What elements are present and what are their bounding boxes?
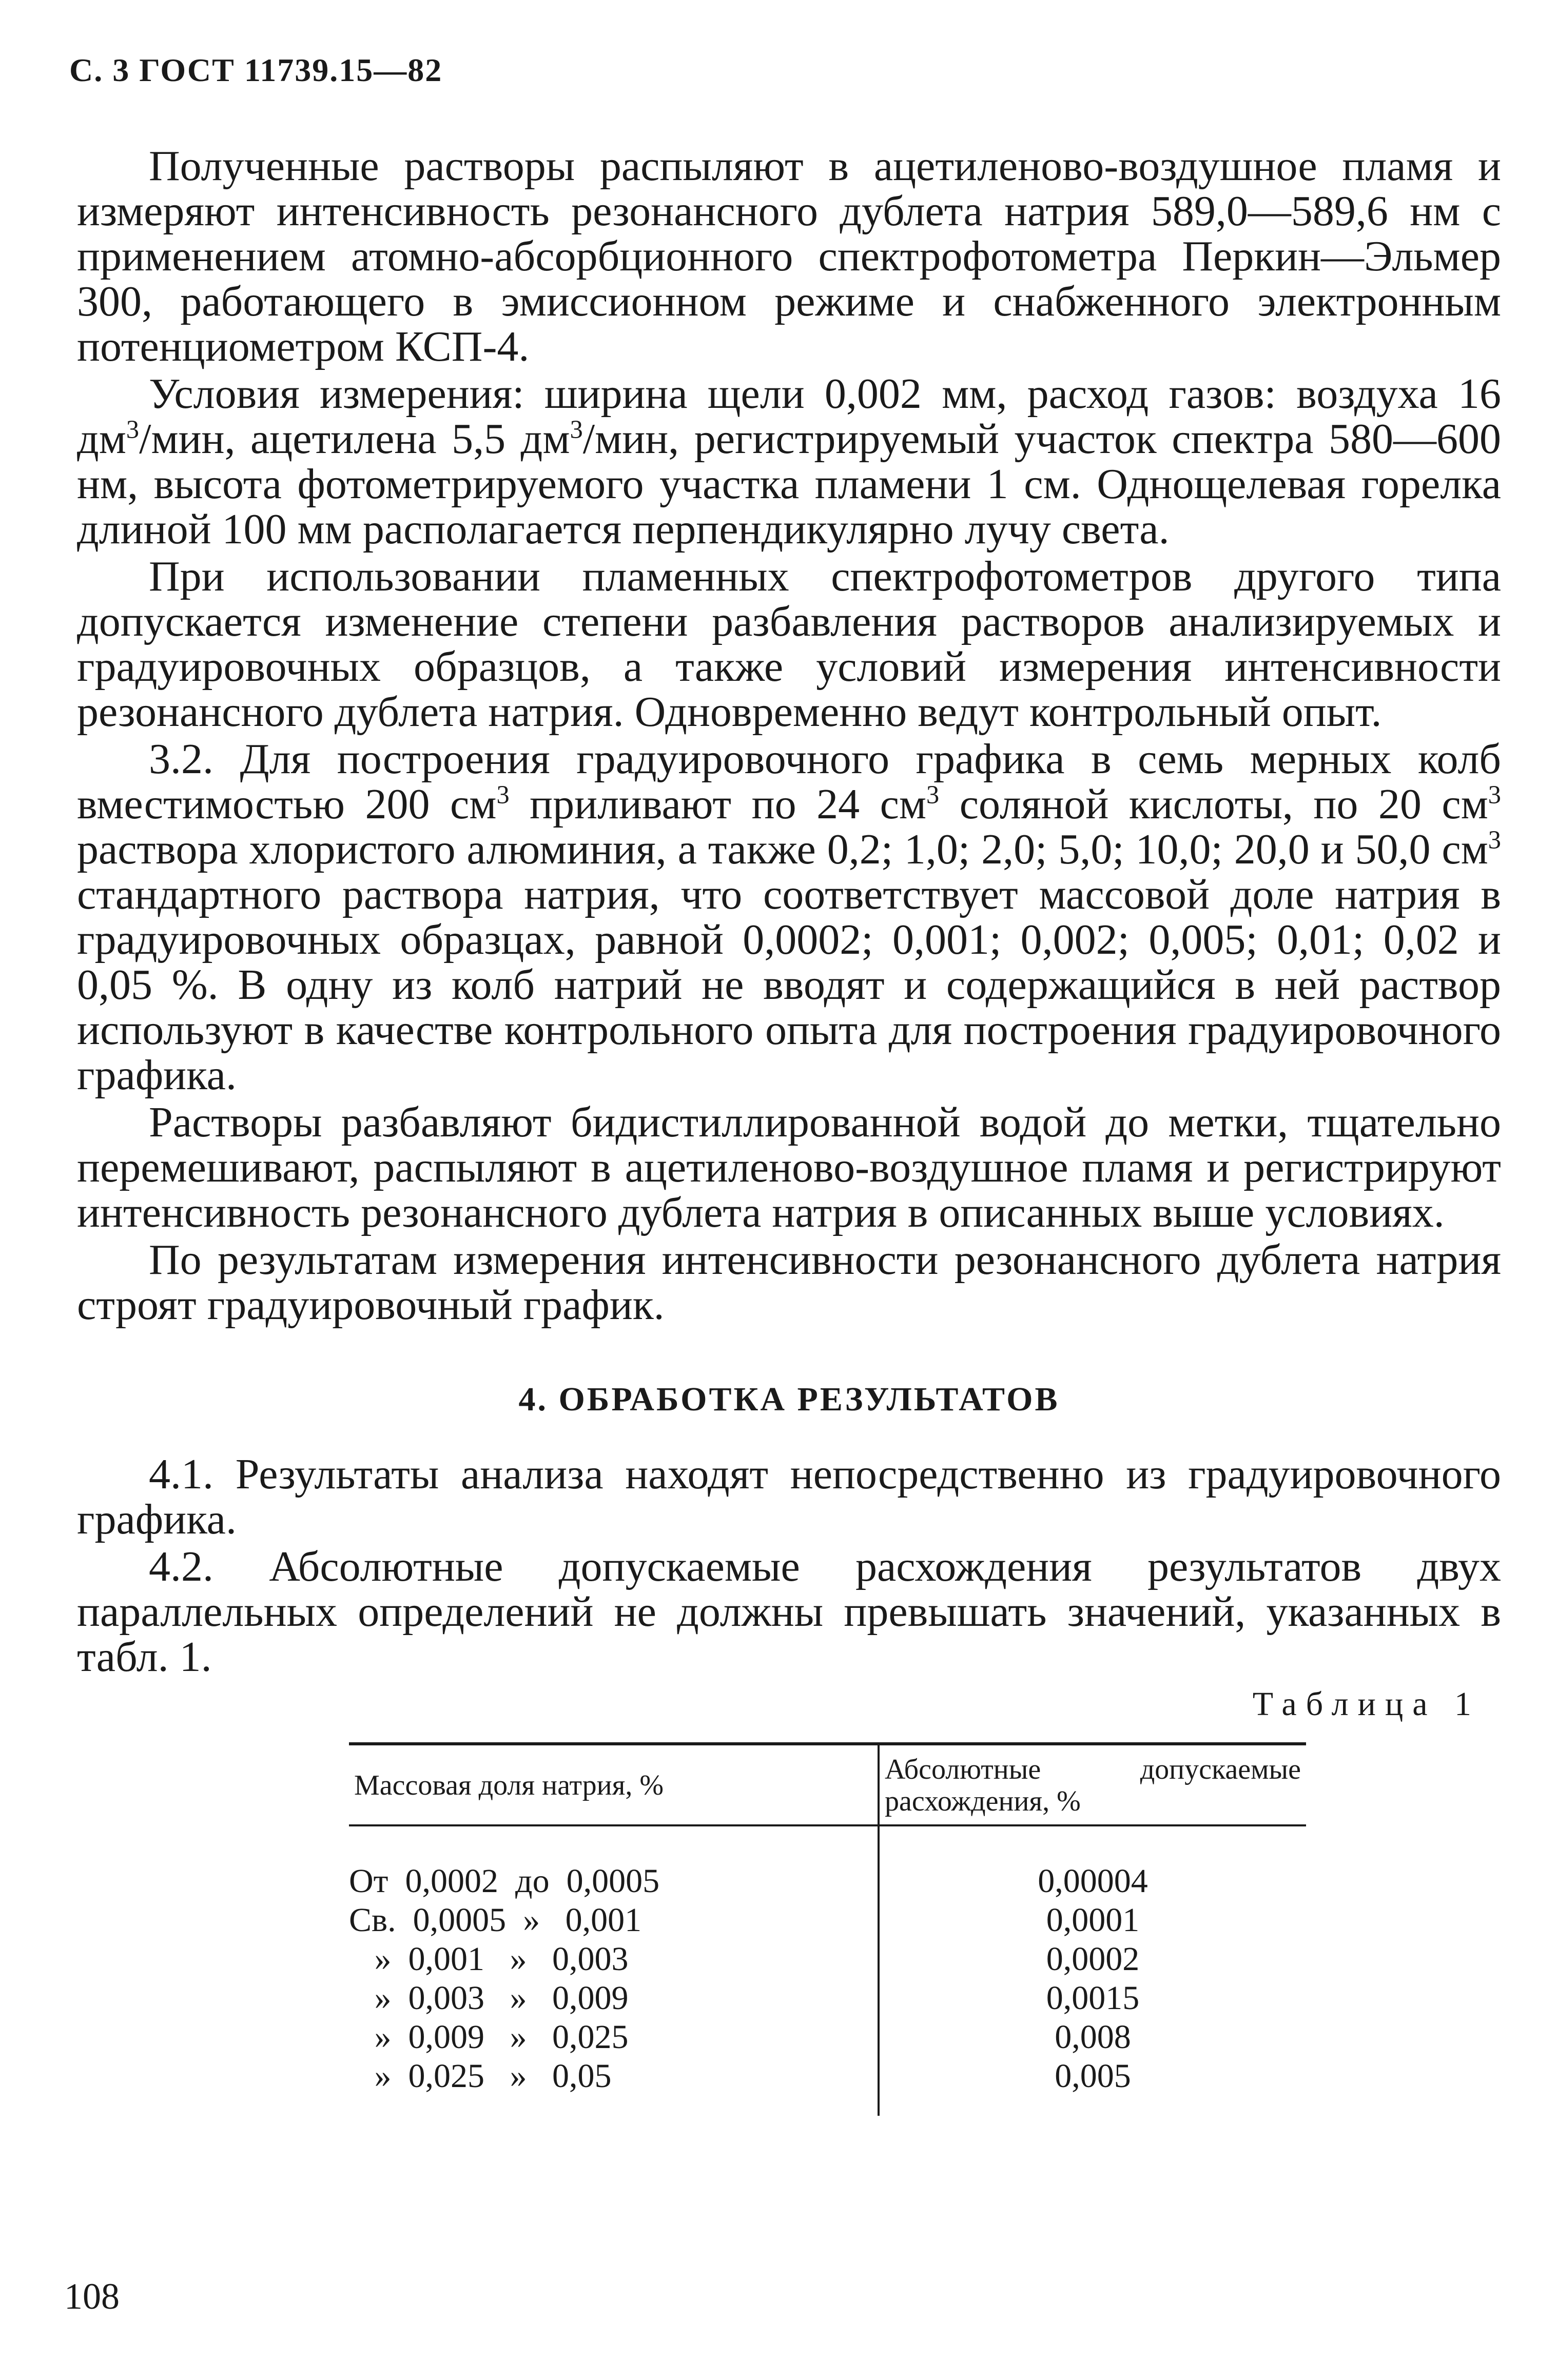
table-row <box>349 2057 1306 2116</box>
paragraph: Растворы разбавляют бидистиллированной водой до метки, тщательно перемешивают, распыляют в ацетиленово-воздушное пламя и регистрируют интенсивность резонансного дублета натрия в описанных выше условиях. <box>77 1098 1501 1236</box>
paragraph: Полученные растворы распыляют в ацетиленово-воздушное пламя и измеряют интенсивность резонансного дублета натрия 589,0—589,6 нм с применением атомно-абсорбционного спектрофотометра Перкин—Эльмер 300, работающего в эмиссионном режиме и снабженного электронным потенциометром КСП-4. <box>77 142 1501 370</box>
paragraph-4-1: 4.1. Результаты анализа находят непосредственно из градуировочного графика. <box>77 1450 1501 1543</box>
column-header-mass-fraction: Массовая доля натрия, % <box>349 1744 879 1825</box>
table-row <box>349 1940 1306 1979</box>
table-row <box>349 1901 1306 1940</box>
paragraph: При использовании пламенных спектрофотометров другого типа допускается изменение степени разбавления растворов анализируемых и градуировочных образцов, а также условий измерения интенсивности резонансного дублета натрия. Одновременно ведут контрольный опыт. <box>77 553 1501 736</box>
section-title: 4. ОБРАБОТКА РЕЗУЛЬТАТОВ <box>518 1381 1060 1418</box>
page-header: С. 3 ГОСТ 11739.15—82 <box>69 52 443 88</box>
table-row <box>349 2018 1306 2057</box>
table-header-row <box>349 1744 1306 1825</box>
range-cell: » 0,001 » 0,003 <box>349 1940 879 1979</box>
tolerance-table <box>349 1742 1306 2116</box>
paragraph-3-2: 3.2. Для построения градуировочного графика в семь мерных колб вместимостью 200 $см^3$ приливают по 24 $см^3$ соляной кислоты, по 20 $см^3$ раствора хлористого алюминия, а также 0,2; 1,0; 2,0; 5,0; 10,0; 20,0 и 50,0 $см^3$ стандартного раствора натрия, что соответствует массовой доле натрия в градуировочных образцах, равной 0,0002; 0,001; 0,002; 0,005; 0,01; 0,02 и 0,05 %. В одну из колб натрий не вводят и содержащийся в ней раствор используют в качестве контрольного опыта для построения градуировочного графика. <box>77 735 1501 1099</box>
table-row <box>349 1979 1306 2018</box>
value-cell: 0,0015 <box>1046 1979 1140 2017</box>
value-cell: 0,0001 <box>1046 1901 1140 1939</box>
body-text <box>77 144 1501 2116</box>
page-number: 108 <box>64 2276 120 2317</box>
table-caption: Таблица 1 <box>1252 1685 1481 1723</box>
range-cell: От 0,0002 до 0,0005 <box>349 1825 879 1901</box>
column-header-tolerance: Абсолютные допускаемые расхождения, % <box>879 1744 1306 1825</box>
value-cell: 0,0002 <box>1046 1940 1140 1978</box>
paragraph: По результатам измерения интенсивности резонансного дублета натрия строят градуировочный график. <box>77 1236 1501 1329</box>
range-cell: » 0,025 » 0,05 <box>349 2057 879 2116</box>
paragraph-measurement-conditions: Условия измерения: ширина щели 0,002 мм, расход газов: воздуха 16 $дм^3$/мин, ацетилена 5,5 $дм^3$/мин, регистрируемый участок спектра 580—600 нм, высота фотометрируемого участка пламени 1 см. Однощелевая горелка длиной 100 мм располагается перпендикулярно лучу света. <box>77 370 1501 553</box>
value-cell: 0,00004 <box>1038 1862 1148 1900</box>
paragraph-4-2: 4.2. Абсолютные допускаемые расхождения результатов двух параллельных определений не должны превышать значений, указанных в табл. 1. <box>77 1543 1501 1681</box>
value-cell: 0,005 <box>1055 2057 1131 2095</box>
value-cell: 0,008 <box>1055 2018 1131 2056</box>
range-cell: » 0,009 » 0,025 <box>349 2018 879 2057</box>
table-row <box>349 1825 1306 1901</box>
range-cell: » 0,003 » 0,009 <box>349 1979 879 2018</box>
range-cell: Св. 0,0005 » 0,001 <box>349 1901 879 1940</box>
